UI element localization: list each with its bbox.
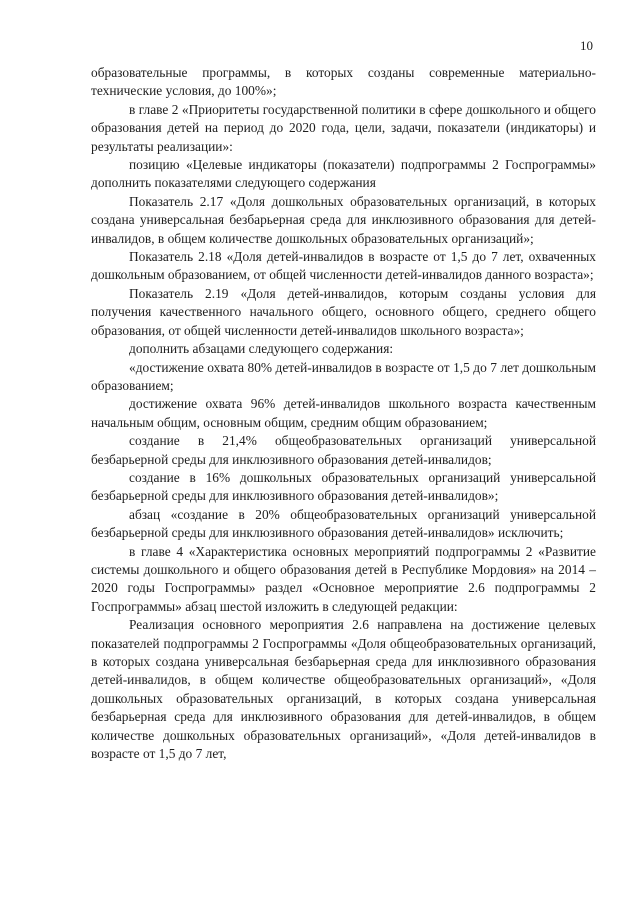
paragraph: создание в 16% дошкольных образовательных организаций универсальной безбарьерной среды для инклюзивного образования детей-инвалидов»;: [91, 469, 596, 504]
paragraph: достижение охвата 96% детей-инвалидов школьного возраста качественным начальным общим, основным общим, средним общим образованием;: [91, 396, 596, 430]
paragraph: в главе 2 «Приоритеты государственной политики в сфере дошкольного и общего образования детей на период до 2020 года, цели, задачи, показатели (индикаторы) и результаты реализации»:: [91, 101, 596, 154]
page-number: 10: [580, 38, 593, 53]
paragraph: «достижение охвата 80% детей-инвалидов в возрасте от 1,5 до 7 лет дошкольным образованием;: [91, 359, 596, 393]
paragraph: Показатель 2.19 «Доля детей-инвалидов, которым созданы условия для получения качественного начального общего, основного общего, среднего общего образования, от общей численности детей-инвалидов школьного возраста»;: [91, 285, 596, 338]
body-text: [91, 64, 596, 763]
paragraph: образовательные программы, в которых созданы современные материально-технические условия, до 100%»;: [91, 65, 596, 99]
paragraph: в главе 4 «Характеристика основных мероприятий подпрограммы 2 «Развитие системы дошкольного и общего образования детей в Республике Мордовия» на 2014 – 2020 годы Госпрограммы» раздел «Основное мероприятие 2.6 подпрограммы 2 Госпрограммы» абзац шестой изложить в следующей редакции:: [91, 543, 596, 614]
paragraph: дополнить абзацами следующего содержания:: [129, 341, 394, 357]
paragraph: абзац «создание в 20% общеобразовательных организаций универсальной безбарьерной среды для инклюзивного образования детей-инвалидов» исключить;: [91, 506, 596, 541]
paragraph: Показатель 2.17 «Доля дошкольных образовательных организаций, в которых создана универсальная безбарьерная среда для инклюзивного образования для детей-инвалидов, в общем количестве дошкольных образовательных организаций»;: [91, 193, 596, 246]
paragraph: Показатель 2.18 «Доля детей-инвалидов в возрасте от 1,5 до 7 лет, охваченных дошкольным образованием, от общей численности детей-инвалидов данного возраста»;: [91, 249, 596, 283]
paragraph: позицию «Целевые индикаторы (показатели) подпрограммы 2 Госпрограммы» дополнить показателями следующего содержания: [91, 157, 596, 191]
paragraph: создание в 21,4% общеобразовательных организаций универсальной безбарьерной среды для инклюзивного образования детей-инвалидов;: [91, 433, 596, 467]
paragraph: Реализация основного мероприятия 2.6 направлена на достижение целевых показателей подпрограммы 2 Госпрограммы «Доля общеобразовательных организаций, в которых создана универсальная безбарьерная среда для инклюзивного образования детей-инвалидов, в общем количестве общеобразовательных организаций», «Доля дошкольных образовательных организаций, в которых создана универсальная безбарьерная среда для инклюзивного образования для детей-инвалидов, в общем количестве дошкольных образовательных организаций», «Доля детей-инвалидов в возрасте от 1,5 до 7 лет,: [91, 617, 596, 762]
